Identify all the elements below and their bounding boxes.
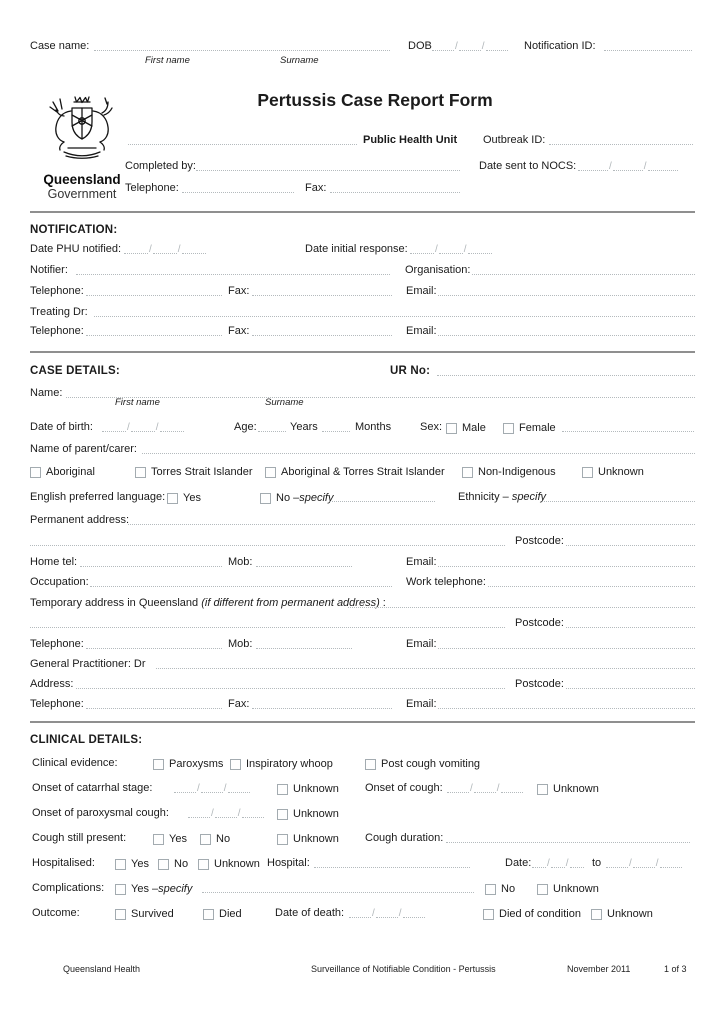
complications-no-option[interactable]	[485, 883, 515, 895]
english-no-option[interactable]	[260, 492, 334, 504]
email-label: Email:	[406, 698, 437, 710]
phu-notified-row	[0, 239, 724, 256]
months-label: Months	[355, 421, 392, 433]
sex-other-field[interactable]	[562, 422, 694, 432]
catarrhal-unknown-label: Unknown	[293, 783, 339, 795]
treating-dr-contact-row	[0, 321, 724, 338]
email-field[interactable]	[438, 699, 695, 709]
complications-yes-option[interactable]	[115, 883, 192, 895]
cough-present-unknown-checkbox[interactable]	[277, 834, 288, 845]
hospitalised-no-checkbox[interactable]	[158, 859, 169, 870]
clinical-evidence-label: Clinical evidence:	[32, 757, 118, 769]
onset-catarrhal-row	[0, 778, 724, 795]
hospital-date-to-label: to	[592, 857, 602, 869]
first-name-hint: First name	[145, 55, 190, 66]
torres-strait-islander-option[interactable]	[135, 466, 252, 478]
onset-catarrhal-label: Onset of catarrhal stage:	[32, 782, 153, 794]
onset-paroxysmal-date-field[interactable]: / /	[188, 808, 264, 818]
complications-specify-label: specify	[158, 883, 193, 895]
hospitalised-no-option[interactable]	[158, 858, 188, 870]
indigenous-unknown-option[interactable]	[582, 466, 644, 478]
cough-duration-label: Cough duration:	[365, 832, 444, 844]
mob-label: Mob:	[228, 556, 253, 568]
work-telephone-label: Work telephone:	[406, 576, 486, 588]
post-cough-vomiting-checkbox[interactable]	[365, 759, 376, 770]
telephone-label: Telephone:	[30, 698, 84, 710]
temporary-address-label: Temporary address in Queensland (if different from permanent address) :	[30, 597, 386, 609]
age-months-field[interactable]	[322, 422, 350, 432]
outcome-survived-option[interactable]	[115, 908, 174, 920]
paroxysms-label: Paroxysms	[169, 758, 224, 770]
complications-no-label: No	[501, 883, 516, 895]
occupation-label: Occupation:	[30, 576, 89, 588]
temporary-address-field[interactable]	[348, 598, 695, 608]
email-field[interactable]	[438, 557, 695, 567]
english-no-specify-label: specify	[299, 492, 334, 504]
english-no-label: No –	[276, 492, 300, 504]
surname-hint: Surname	[265, 397, 304, 408]
notifier-row	[0, 260, 724, 277]
footer	[0, 958, 724, 975]
ethnicity-label: Ethnicity – specify	[458, 491, 547, 503]
telephone-field[interactable]	[86, 326, 222, 336]
notifier-field[interactable]	[76, 265, 390, 275]
mob-field[interactable]	[256, 639, 352, 649]
organisation-label: Organisation:	[405, 264, 471, 276]
footer-org: Queensland Health	[63, 964, 141, 974]
home-contact-row	[0, 552, 724, 569]
hospitalised-yes-label: Yes	[131, 858, 149, 870]
first-name-hint: First name	[115, 397, 160, 408]
torres-strait-islander-label: Torres Strait Islander	[151, 466, 253, 478]
footer-page-number: 1 of 3	[664, 964, 687, 974]
fax-label: Fax:	[228, 285, 250, 297]
clinical-heading-row	[0, 730, 724, 747]
outcome-row	[0, 903, 724, 920]
paroxysms-checkbox[interactable]	[153, 759, 164, 770]
gp-row	[0, 654, 724, 671]
header-telephone-field[interactable]	[182, 183, 294, 193]
phu-label: Public Health Unit	[363, 134, 458, 146]
name-label: Name:	[30, 387, 63, 399]
email-label: Email:	[406, 325, 437, 337]
complications-no-checkbox[interactable]	[485, 884, 496, 895]
torres-strait-islander-checkbox[interactable]	[135, 467, 146, 478]
fax-label: Fax:	[228, 698, 250, 710]
english-pref-label: English preferred language:	[30, 491, 166, 503]
onset-cough-label: Onset of cough:	[365, 782, 443, 794]
aboriginal-label: Aboriginal	[46, 466, 95, 478]
outcome-died-label: Died	[219, 908, 242, 920]
completed-by-label: Completed by:	[125, 160, 196, 172]
post-cough-vomiting-label: Post cough vomiting	[381, 758, 481, 770]
parent-carer-field[interactable]	[142, 444, 695, 454]
ur-no-field[interactable]	[437, 366, 695, 376]
outcome-died-checkbox[interactable]	[203, 909, 214, 920]
date-initial-response-field[interactable]: / /	[410, 244, 492, 254]
aboriginal-and-tsi-label: Aboriginal & Torres Strait Islander	[281, 466, 445, 478]
hospitalised-no-label: No	[174, 858, 189, 870]
notification-heading-row	[0, 220, 724, 237]
case-name-label: Case name:	[30, 40, 90, 52]
hospitalised-row	[0, 853, 724, 870]
outcome-unknown-label: Unknown	[607, 908, 653, 920]
completed-by-row	[0, 156, 724, 173]
catarrhal-unknown-checkbox[interactable]	[277, 784, 288, 795]
notification-id-label: Notification ID:	[524, 40, 596, 52]
male-label: Male	[462, 422, 486, 434]
cough-unknown-checkbox[interactable]	[537, 784, 548, 795]
cough-present-no-checkbox[interactable]	[200, 834, 211, 845]
hospitalised-unknown-checkbox[interactable]	[198, 859, 209, 870]
parent-carer-label: Name of parent/carer:	[30, 443, 137, 455]
inspiratory-whoop-option[interactable]	[230, 758, 333, 770]
date-of-birth-label: Date of birth:	[30, 421, 93, 433]
temporary-address-row	[0, 593, 724, 610]
complications-unknown-option[interactable]	[537, 883, 599, 895]
hospital-date-label: Date:	[505, 857, 532, 869]
date-phu-notified-label: Date PHU notified:	[30, 243, 122, 255]
aboriginal-and-tsi-option[interactable]	[265, 466, 445, 478]
dob-label: DOB	[408, 40, 432, 52]
inspiratory-whoop-label: Inspiratory whoop	[246, 758, 333, 770]
treating-dr-row	[0, 302, 724, 319]
date-sent-nocs-field[interactable]: / /	[578, 161, 678, 171]
catarrhal-unknown-option[interactable]	[277, 783, 339, 795]
organisation-field[interactable]	[472, 265, 695, 275]
hospitalised-yes-checkbox[interactable]	[115, 859, 126, 870]
gp-address-field[interactable]	[76, 679, 505, 689]
email-label: Email:	[406, 285, 437, 297]
cough-present-no-label: No	[216, 833, 231, 845]
cough-unknown-label: Unknown	[553, 783, 599, 795]
temporary-contact-row	[0, 634, 724, 651]
telephone-label: Telephone:	[30, 638, 84, 650]
outbreak-id-field[interactable]	[549, 135, 693, 145]
case-name-field[interactable]	[94, 41, 390, 51]
age-label: Age:	[234, 421, 257, 433]
header-telephone-row	[0, 178, 724, 195]
home-tel-label: Home tel:	[30, 556, 78, 568]
header-fax-label: Fax:	[305, 182, 327, 194]
onset-paroxysmal-label: Onset of paroxysmal cough:	[32, 807, 169, 819]
english-yes-option[interactable]	[167, 492, 201, 504]
complications-row	[0, 878, 724, 895]
onset-cough-date-field[interactable]: / /	[447, 783, 523, 793]
section-divider	[30, 721, 695, 723]
telephone-label: Telephone:	[30, 285, 84, 297]
english-yes-label: Yes	[183, 492, 201, 504]
permanent-address-label: Permanent address:	[30, 514, 130, 526]
telephone-field[interactable]	[86, 286, 222, 296]
fax-label: Fax:	[228, 325, 250, 337]
complications-label: Complications:	[32, 882, 105, 894]
date-of-birth-field[interactable]: / /	[102, 422, 184, 432]
post-cough-vomiting-option[interactable]	[365, 758, 480, 770]
hospital-date-to-field[interactable]: / /	[606, 858, 682, 868]
email-field[interactable]	[438, 326, 695, 336]
date-initial-response-label: Date initial response:	[305, 243, 408, 255]
notification-heading: NOTIFICATION:	[30, 224, 118, 236]
english-yes-checkbox[interactable]	[167, 493, 178, 504]
permanent-address-row	[0, 510, 724, 527]
hospitalised-label: Hospitalised:	[32, 857, 95, 869]
notification-id-field[interactable]	[604, 41, 692, 51]
footer-doc-title: Surveillance of Notifiable Condition - Pertussis	[311, 964, 496, 974]
cough-present-unknown-label: Unknown	[293, 833, 339, 845]
date-of-death-label: Date of death:	[275, 907, 345, 919]
outcome-unknown-option[interactable]	[591, 908, 653, 920]
english-no-checkbox[interactable]	[260, 493, 271, 504]
completed-by-field[interactable]	[196, 161, 460, 171]
temporary-address-field-2[interactable]	[30, 618, 505, 628]
paroxysmal-unknown-label: Unknown	[293, 808, 339, 820]
date-of-death-field[interactable]: / /	[349, 908, 425, 918]
outcome-survived-checkbox[interactable]	[115, 909, 126, 920]
treating-dr-field[interactable]	[94, 307, 695, 317]
email-label: Email:	[406, 638, 437, 650]
postcode-label: Postcode:	[515, 535, 564, 547]
cough-present-unknown-option[interactable]	[277, 833, 339, 845]
hospitalised-yes-option[interactable]	[115, 858, 149, 870]
footer-date: November 2011	[567, 964, 631, 974]
aboriginal-checkbox[interactable]	[30, 467, 41, 478]
permanent-address-field-2[interactable]	[30, 536, 505, 546]
complications-unknown-label: Unknown	[553, 883, 599, 895]
outcome-died-option[interactable]	[203, 908, 242, 920]
inspiratory-whoop-checkbox[interactable]	[230, 759, 241, 770]
case-id-row	[0, 36, 724, 53]
cough-present-row	[0, 828, 724, 845]
phu-field[interactable]	[128, 135, 357, 145]
occupation-field[interactable]	[90, 577, 392, 587]
complications-yes-checkbox[interactable]	[115, 884, 126, 895]
cough-present-yes-label: Yes	[169, 833, 187, 845]
treating-dr-label: Treating Dr:	[30, 306, 88, 318]
sex-male-option[interactable]	[446, 422, 486, 434]
temporary-postcode-row	[0, 613, 724, 630]
age-years-field[interactable]	[258, 422, 286, 432]
permanent-address-field[interactable]	[128, 515, 695, 525]
postcode-label: Postcode:	[515, 617, 564, 629]
paroxysms-option[interactable]	[153, 758, 223, 770]
address-label: Address:	[30, 678, 74, 690]
gp-postcode-field[interactable]	[566, 679, 695, 689]
non-indigenous-checkbox[interactable]	[462, 467, 473, 478]
complications-yes-label: Yes –	[131, 883, 159, 895]
telephone-field[interactable]	[86, 699, 222, 709]
section-divider	[30, 351, 695, 353]
fax-field[interactable]	[252, 699, 392, 709]
outcome-label: Outcome:	[32, 907, 80, 919]
sex-label: Sex:	[420, 421, 443, 433]
female-label: Female	[519, 422, 556, 434]
fax-field[interactable]	[252, 326, 392, 336]
name-row	[0, 383, 724, 400]
outcome-unknown-checkbox[interactable]	[591, 909, 602, 920]
dob-age-sex-row	[0, 417, 724, 434]
years-label: Years	[290, 421, 318, 433]
mob-field[interactable]	[256, 557, 352, 567]
indigenous-unknown-label: Unknown	[598, 466, 644, 478]
email-field[interactable]	[438, 286, 695, 296]
email-field[interactable]	[438, 639, 695, 649]
case-details-heading: CASE DETAILS:	[30, 365, 120, 377]
died-of-condition-label: Died of condition	[499, 908, 581, 920]
notifier-contact-row	[0, 281, 724, 298]
hospital-date-from-field[interactable]: / /	[532, 858, 584, 868]
died-of-condition-checkbox[interactable]	[483, 909, 494, 920]
dob-date-field[interactable]: / /	[432, 41, 508, 51]
cough-unknown-option[interactable]	[537, 783, 599, 795]
english-language-row	[0, 487, 724, 504]
case-details-heading-row	[0, 361, 724, 378]
form-title: Pertussis Case Report Form	[257, 90, 493, 110]
outcome-survived-label: Survived	[131, 908, 174, 920]
onset-paroxysmal-row	[0, 803, 724, 820]
sex-female-option[interactable]	[503, 422, 556, 434]
indigenous-status-row	[0, 461, 724, 478]
cough-present-yes-option[interactable]	[153, 833, 187, 845]
gp-address-row	[0, 674, 724, 691]
notifier-label: Notifier:	[30, 264, 68, 276]
clinical-evidence-row	[0, 753, 724, 770]
logo-text-queensland: Queensland	[43, 172, 121, 187]
aboriginal-option[interactable]	[30, 466, 95, 478]
parent-carer-row	[0, 439, 724, 456]
gp-contact-row	[0, 694, 724, 711]
ethnicity-field[interactable]	[542, 492, 695, 502]
telephone-field[interactable]	[86, 639, 222, 649]
temporary-postcode-field[interactable]	[566, 618, 695, 628]
hospital-label: Hospital:	[267, 857, 310, 869]
permanent-postcode-field[interactable]	[566, 536, 695, 546]
died-of-condition-option[interactable]	[483, 908, 581, 920]
paroxysmal-unknown-option[interactable]	[277, 808, 339, 820]
outbreak-id-label: Outbreak ID:	[483, 134, 546, 146]
section-divider	[30, 211, 695, 213]
header-telephone-label: Telephone:	[125, 182, 179, 194]
phu-row	[0, 130, 724, 147]
male-checkbox[interactable]	[446, 423, 457, 434]
telephone-label: Telephone:	[30, 325, 84, 337]
postcode-label: Postcode:	[515, 678, 564, 690]
permanent-postcode-row	[0, 531, 724, 548]
mob-label: Mob:	[228, 638, 253, 650]
onset-catarrhal-date-field[interactable]: / /	[174, 783, 250, 793]
work-telephone-field[interactable]	[488, 577, 695, 587]
date-sent-nocs-label: Date sent to NOCS:	[479, 160, 577, 172]
logo-text-government: Government	[47, 187, 117, 201]
occupation-row	[0, 572, 724, 589]
paroxysmal-unknown-checkbox[interactable]	[277, 809, 288, 820]
complications-unknown-checkbox[interactable]	[537, 884, 548, 895]
gp-label: General Practitioner: Dr	[30, 658, 146, 670]
email-label: Email:	[406, 556, 437, 568]
hospital-field[interactable]	[314, 858, 470, 868]
name-field[interactable]	[66, 388, 695, 398]
indigenous-unknown-checkbox[interactable]	[582, 467, 593, 478]
surname-hint: Surname	[280, 55, 319, 66]
date-phu-notified-field[interactable]: / /	[124, 244, 206, 254]
gp-field[interactable]	[156, 659, 695, 669]
fax-field[interactable]	[252, 286, 392, 296]
header-fax-field[interactable]	[330, 183, 460, 193]
hospitalised-unknown-label: Unknown	[214, 858, 260, 870]
cough-present-no-option[interactable]	[200, 833, 230, 845]
ur-no-label: UR No:	[390, 365, 431, 377]
complications-specify-field[interactable]	[202, 883, 474, 893]
cough-duration-field[interactable]	[446, 833, 690, 843]
hospitalised-unknown-option[interactable]	[198, 858, 260, 870]
female-checkbox[interactable]	[503, 423, 514, 434]
non-indigenous-option[interactable]	[462, 466, 556, 478]
cough-present-label: Cough still present:	[32, 832, 127, 844]
cough-present-yes-checkbox[interactable]	[153, 834, 164, 845]
english-no-specify-field[interactable]	[330, 492, 435, 502]
aboriginal-and-tsi-checkbox[interactable]	[265, 467, 276, 478]
clinical-heading: CLINICAL DETAILS:	[30, 734, 143, 746]
non-indigenous-label: Non-Indigenous	[478, 466, 556, 478]
home-tel-field[interactable]	[80, 557, 222, 567]
